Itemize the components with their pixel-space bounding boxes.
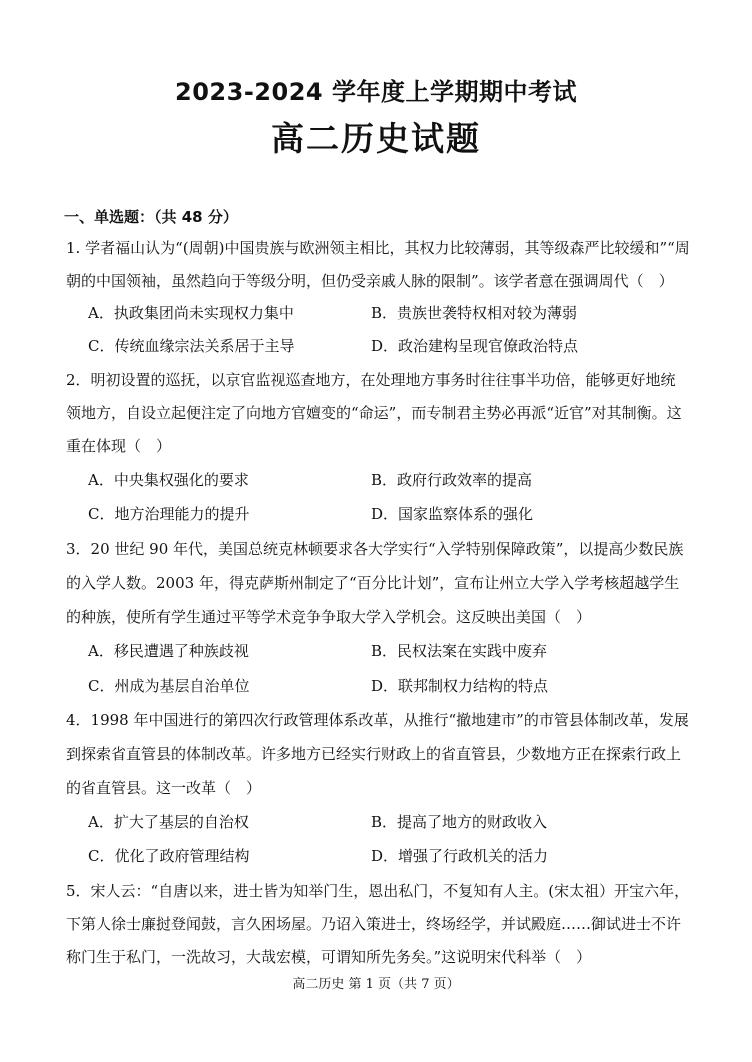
question-4-option-d: D．增强了行政机关的活力 <box>371 847 549 865</box>
question-4-option-b: B．提高了地方的财政收入 <box>371 813 548 831</box>
section-heading: 一、单选题：（共 48 分） <box>64 208 238 226</box>
question-4-line-2: 到探索省直管县的体制改革。许多地方已经实行财政上的省直管县，少数地方正在探索行政上 <box>66 745 682 763</box>
question-5-line-2: 下第人徐士廉挝登闻鼓，言久困场屋。乃诏入策进士，终场经学，并试殿庭……御试进士不许 <box>66 915 682 933</box>
exam-subject-title: 高二历史试题 <box>271 119 481 158</box>
question-4-line-3: 的省直管县。这一改革（ ） <box>66 779 262 797</box>
exam-title: 2023-2024 学年度上学期期中考试 <box>175 78 577 106</box>
question-1-line-2: 朝的中国领袖，虽然趋向于等级分明，但仍受亲戚人脉的限制”。该学者意在强调周代（ ） <box>66 272 674 290</box>
question-2-option-a: A．中央集权强化的要求 <box>88 471 249 489</box>
question-2-line-1: 2．明初设置的巡抚，以京官监视巡查地方，在处理地方事务时往往事半功倍，能够更好地统 <box>66 371 676 389</box>
question-1-option-c: C．传统血缘宗法关系居于主导 <box>88 337 295 355</box>
question-5-line-3: 称门生于私门，一洗故习，大哉宏模，可谓知所先务矣。”这说明宋代科举（ ） <box>66 948 592 966</box>
page-footer: 高二历史 第 1 页（共 7 页） <box>292 977 460 992</box>
question-2-option-d: D．国家监察体系的强化 <box>371 505 534 523</box>
question-1-option-d: D．政治建构呈现官僚政治特点 <box>371 337 579 355</box>
question-1-option-a: A．执政集团尚未实现权力集中 <box>88 304 294 322</box>
question-3-line-1: 3．20 世纪 90 年代，美国总统克林顿要求各大学实行“入学特别保障政策”，以提高少数民族 <box>66 540 684 558</box>
question-3-option-d: D．联邦制权力结构的特点 <box>371 677 549 695</box>
question-2-option-b: B．政府行政效率的提高 <box>371 471 533 489</box>
question-1-line-1: 1. 学者福山认为“(周朝)中国贵族与欧洲领主相比，其权力比较薄弱，其等级森严比较缓和”“周 <box>66 239 690 257</box>
question-3-option-a: A．移民遭遇了种族歧视 <box>88 642 249 660</box>
question-3-line-2: 的入学人数。2003 年，得克萨斯州制定了“百分比计划”，宣布让州立大学入学考核超越学生 <box>66 574 680 592</box>
question-3-option-b: B．民权法案在实践中废弃 <box>371 642 548 660</box>
question-2-line-3: 重在体现（ ） <box>66 437 172 455</box>
question-5-line-1: 5．宋人云：“自唐以来，进士皆为知举门生，恩出私门，不复知有人主。(宋太祖）开宝六年， <box>66 882 690 900</box>
question-4-line-1: 4．1998 年中国进行的第四次行政管理体系改革，从推行“撤地建市”的市管县体制改革，发展 <box>66 711 689 729</box>
question-2-option-c: C．地方治理能力的提升 <box>88 505 250 523</box>
question-4-option-c: C．优化了政府管理结构 <box>88 847 250 865</box>
question-3-option-c: C．州成为基层自治单位 <box>88 677 250 695</box>
question-3-line-3: 的种族，使所有学生通过平等学术竞争争取大学入学机会。这反映出美国（ ） <box>66 608 592 626</box>
question-1-option-b: B．贵族世袭特权相对较为薄弱 <box>371 304 578 322</box>
question-2-line-2: 领地方，自设立起便注定了向地方官嬗变的“命运”，而专制君主势必再派“近官”对其制衡。这 <box>66 404 682 422</box>
question-4-option-a: A．扩大了基层的自治权 <box>88 813 249 831</box>
